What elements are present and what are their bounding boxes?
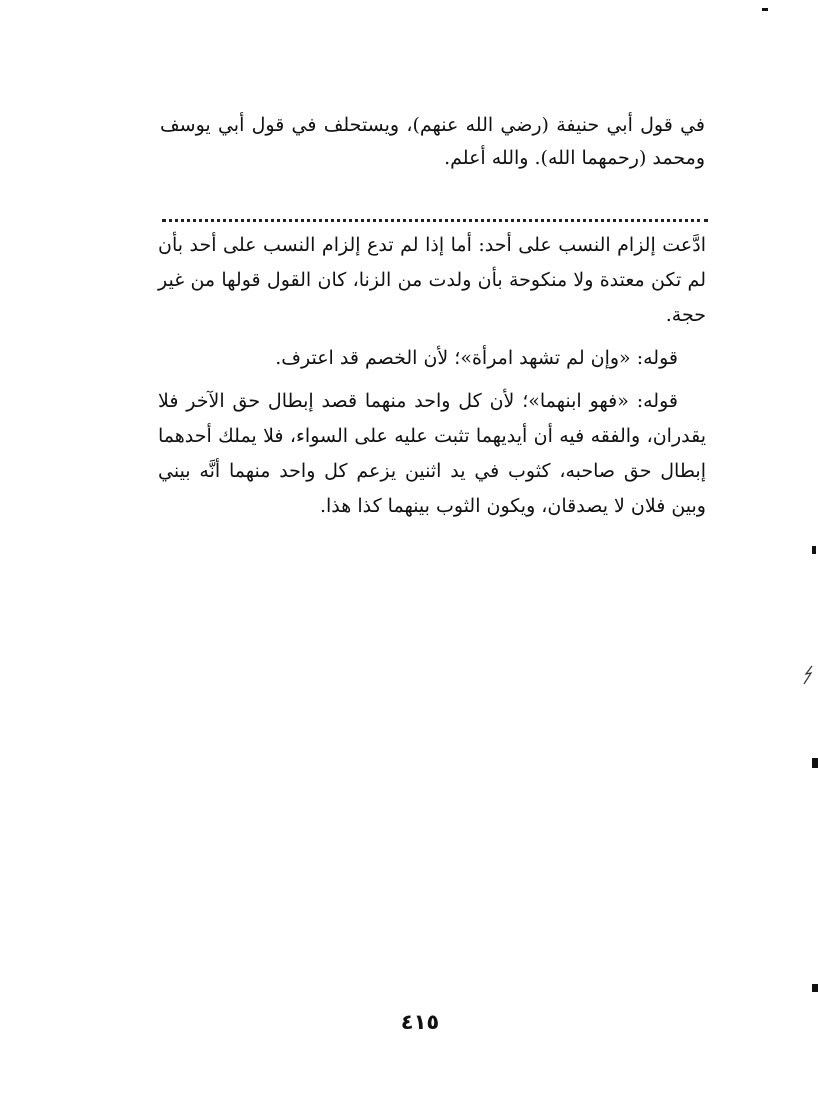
main-text bbox=[160, 109, 705, 175]
scan-speck-right-1 bbox=[812, 546, 816, 554]
scan-speck-right-2 bbox=[812, 758, 818, 768]
scan-smudge-right bbox=[800, 664, 816, 688]
dotted-divider bbox=[162, 219, 708, 222]
commentary-paragraph-3: قوله: «فهو ابنهما»؛ لأن كل واحد منهما قصد إبطال حق الآخر فلا يقدران، والفقه فيه أن أيديهما تثبت عليه على السواء، فلا يملك أحدهما إبطال حق صاحبه، كثوب في يد اثنين يزعم كل واحد منهما أنَّه بيني وبين فلان لا يصدقان، ويكون الثوب بينهما كذا هذا. bbox=[158, 390, 706, 517]
scan-speck-top bbox=[762, 8, 768, 11]
commentary-paragraph-1: ادَّعت إلزام النسب على أحد: أما إذا لم تدع إلزام النسب على أحد بأن لم تكن معتدة ولا منكوحة بأن ولدت من الزنا، كان القول قولها من غير حجة. bbox=[158, 234, 706, 326]
page-number: ٤١٥ bbox=[400, 1010, 440, 1034]
main-text-paragraph: في قول أبي حنيفة (رضي الله عنهم)، ويستحلف في قول أبي يوسف ومحمد (رحمهما الله). والله أعلم. bbox=[160, 114, 705, 169]
commentary bbox=[158, 228, 706, 524]
commentary-paragraph-2: قوله: «وإن لم تشهد امرأة»؛ لأن الخصم قد اعترف. bbox=[275, 347, 678, 369]
scan-speck-right-3 bbox=[812, 984, 818, 992]
